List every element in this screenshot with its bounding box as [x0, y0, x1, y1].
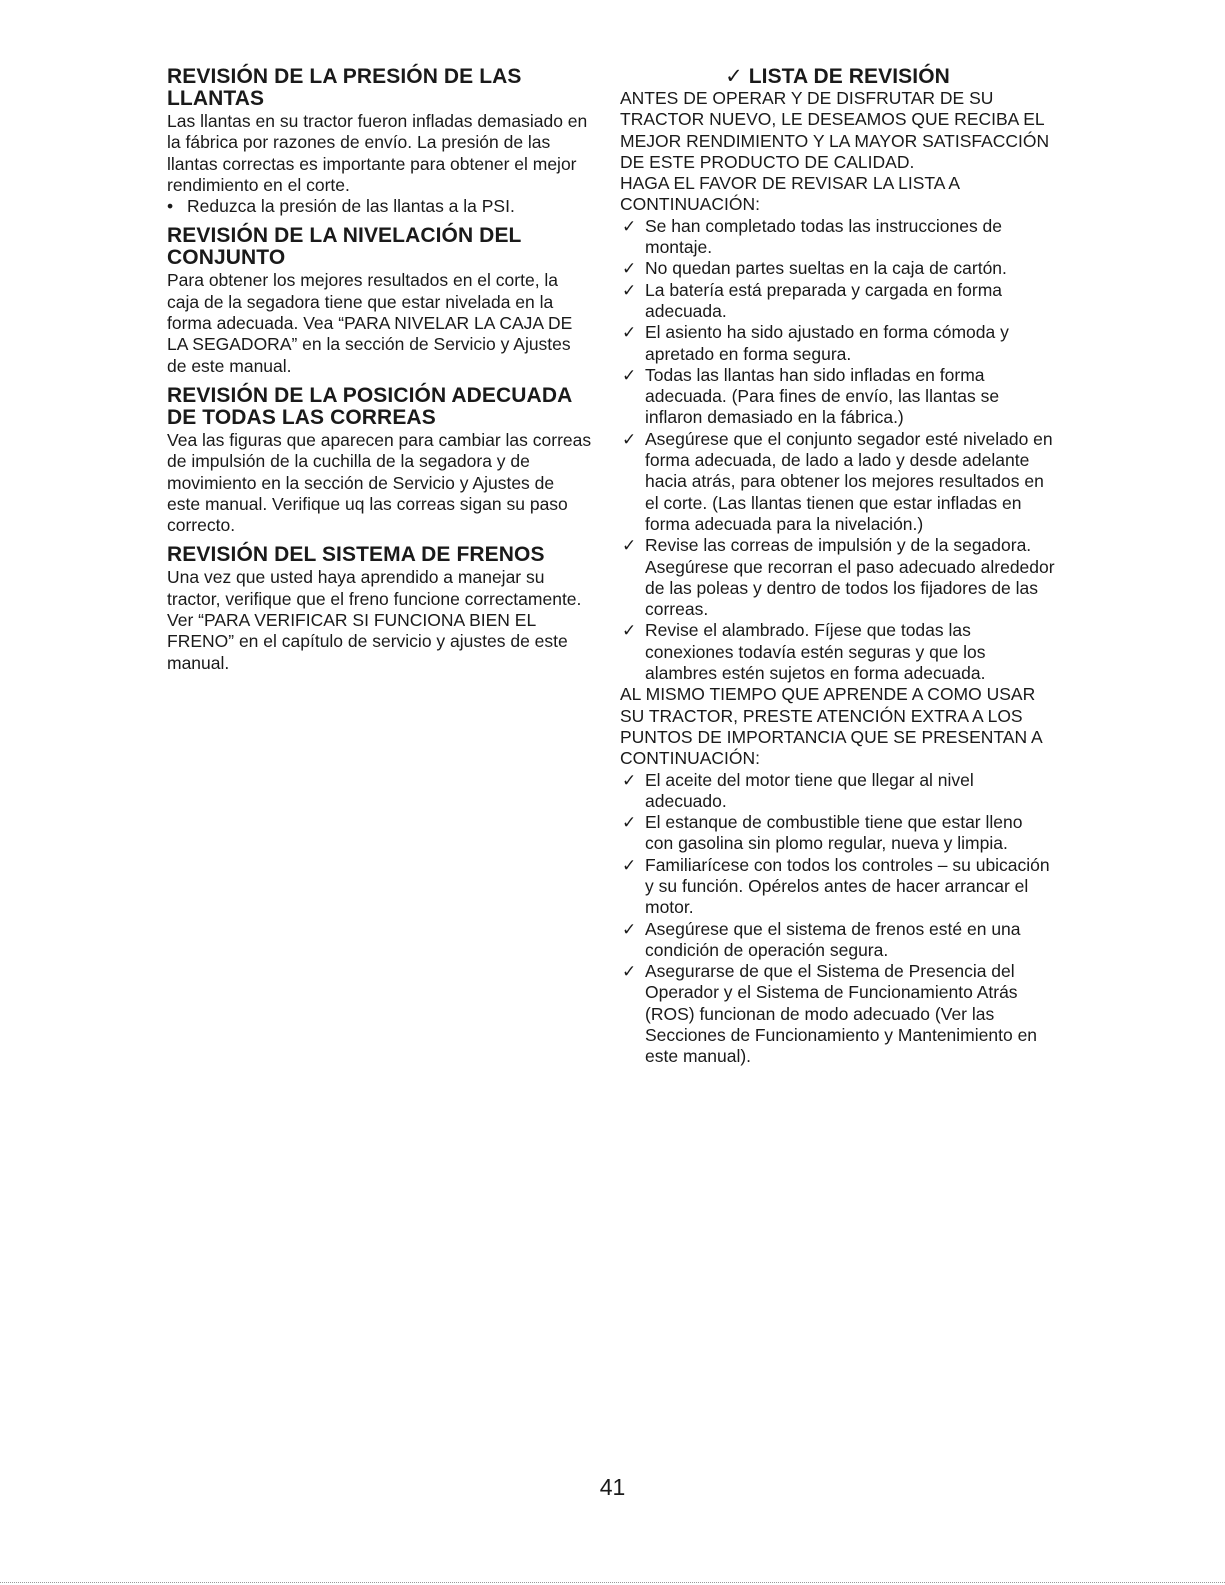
checklist-attention: AL MISMO TIEMPO QUE APRENDE A COMO USAR SU TRACTOR, PRESTE ATENCIÓN EXTRA A LOS PUNTOS DE IMPORTANCIA QUE SE PRESENTAN A CONTINUACIÓN: — [620, 684, 1042, 769]
checklist-item — [620, 812, 1055, 855]
section-title: REVISIÓN DE LA POSICIÓN ADECUADA DE TODAS LAS CORREAS — [167, 383, 572, 429]
section-brakes — [167, 544, 592, 673]
right-column — [620, 66, 1055, 1068]
left-column — [167, 66, 592, 682]
bottom-rule — [0, 1582, 1225, 1583]
section-title: REVISIÓN DE LA PRESIÓN DE LAS LLANTAS — [167, 65, 522, 110]
checklist-item — [620, 258, 1055, 279]
check-icon: ✓ — [622, 216, 637, 236]
checklist-item-text: Se han completado todas las instrucciones de montaje. — [645, 215, 1003, 258]
checklist-item — [620, 216, 1055, 259]
checklist-item-text: Todas las llantas han sido infladas en forma adecuada. (Para fines de envío, las llantas se inflaron demasiado en la fábrica.) — [645, 364, 1000, 428]
checklist-title-text: LISTA DE REVISIÓN — [748, 65, 950, 88]
bullet-item — [167, 196, 592, 217]
check-icon: ✓ — [622, 962, 637, 982]
bullet-mark: • — [167, 196, 174, 217]
checklist-item-text: El aceite del motor tiene que llegar al nivel adecuado. — [645, 769, 974, 811]
checklist-item-text: Revise el alambrado. Fíjese que todas las conexiones todavía estén seguras y que los alambres estén sujetos en forma adecuada. — [645, 620, 986, 684]
checklist-while-learning — [620, 770, 1055, 1068]
checklist-item-text: Revise las correas de impulsión y de la segadora. Asegúrese que recorran el paso adecuado alrededor de las poleas y dentro de todos los fijadores de las correas. — [645, 535, 1055, 620]
check-icon: ✓ — [622, 855, 637, 875]
checklist-item-text: No quedan partes sueltas en la caja de cartón. — [645, 258, 1007, 279]
checklist-title — [620, 66, 1055, 88]
checklist-item — [620, 535, 1055, 620]
checklist-item — [620, 919, 1055, 962]
checklist-item — [620, 365, 1055, 429]
check-icon: ✓ — [622, 536, 637, 556]
checklist-item — [620, 280, 1055, 323]
section-title: REVISIÓN DEL SISTEMA DE FRENOS — [167, 543, 545, 567]
check-icon: ✓ — [622, 813, 637, 833]
page-number: 41 — [599, 1474, 626, 1500]
section-body: Las llantas en su tractor fueron infladas demasiado en la fábrica por razones de envío. La presión de las llantas correctas es importante para obtener el mejor rendimiento en el corte. — [167, 111, 588, 195]
checklist-item — [620, 429, 1055, 535]
check-icon: ✓ — [622, 919, 637, 939]
checklist-intro: ANTES DE OPERAR Y DE DISFRUTAR DE SU TRACTOR NUEVO, LE DESEAMOS QUE RECIBA EL MEJOR RENDIMIENTO Y LA MAYOR SATISFACCIÓN DE ESTE PRODUCTO DE CALIDAD. — [620, 88, 1050, 172]
section-deck-leveling — [167, 225, 592, 376]
checklist-item-text: Asegurarse de que el Sistema de Presencia del Operador y el Sistema de Funcionamiento Atrás (ROS) funcionan de modo adecuado (Ver las Secciones de Funcionamiento y Mantenimiento en este manual). — [645, 961, 1038, 1067]
check-icon: ✓ — [622, 621, 637, 641]
check-icon: ✓ — [622, 259, 637, 279]
section-tire-pressure — [167, 66, 592, 217]
check-icon: ✓ — [622, 280, 637, 300]
section-body: Vea las figuras que aparecen para cambiar las correas de impulsión de la cuchilla de la segadora y de movimiento en la sección de Servicio y Ajustes de este manual. Verifique uq las correas sigan su paso correcto. — [167, 429, 592, 536]
checklist-item-text: Familiarícese con todos los controles – su ubicación y su función. Opérelos antes de hacer arrancar el motor. — [645, 854, 1050, 918]
checklist-before-operating — [620, 216, 1055, 685]
check-icon: ✓ — [725, 65, 743, 88]
checklist-item-text: Asegúrese que el sistema de frenos esté en una condición de operación segura. — [645, 918, 1021, 960]
checklist-item-text: Asegúrese que el conjunto segador esté nivelado en forma adecuada, de lado a lado y desde adelante hacia atrás, para obtener los mejores resultados en el corte. (Las llantas tienen que estar infladas en forma adecuada para la nivelación.) — [645, 428, 1053, 534]
check-icon: ✓ — [622, 323, 637, 343]
checklist-item-text: El estanque de combustible tiene que estar lleno con gasolina sin plomo regular, nueva y limpia. — [645, 812, 1023, 854]
section-belts — [167, 385, 592, 536]
check-icon: ✓ — [622, 770, 637, 790]
section-body: Para obtener los mejores resultados en el corte, la caja de la segadora tiene que estar nivelada en la forma adecuada. Vea “PARA NIVELAR LA CAJA DE LA SEGADORA” en la sección de Servicio y Ajustes de este manual. — [167, 270, 573, 376]
checklist-item — [620, 620, 1055, 684]
section-title: REVISIÓN DE LA NIVELACIÓN DEL CONJUNTO — [167, 224, 522, 270]
checklist-item-text: El asiento ha sido ajustado en forma cómoda y apretado en forma segura. — [645, 322, 1009, 364]
section-body: Una vez que usted haya aprendido a manejar su tractor, verifique que el freno funcione correctamente. Ver “PARA VERIFICAR SI FUNCIONA BIEN EL FRENO” en el capítulo de servicio y ajustes de este manual. — [167, 567, 582, 673]
checklist-item — [620, 322, 1055, 365]
checklist-item — [620, 855, 1055, 919]
checklist-item — [620, 770, 1055, 813]
check-icon: ✓ — [622, 429, 637, 449]
check-icon: ✓ — [622, 365, 637, 385]
checklist-instruction: HAGA EL FAVOR DE REVISAR LA LISTA A CONTINUACIÓN: — [620, 173, 960, 215]
checklist-item — [620, 961, 1055, 1067]
checklist-item-text: La batería está preparada y cargada en forma adecuada. — [645, 279, 1003, 321]
bullet-text: Reduzca la presión de las llantas a la PSI. — [187, 196, 515, 217]
